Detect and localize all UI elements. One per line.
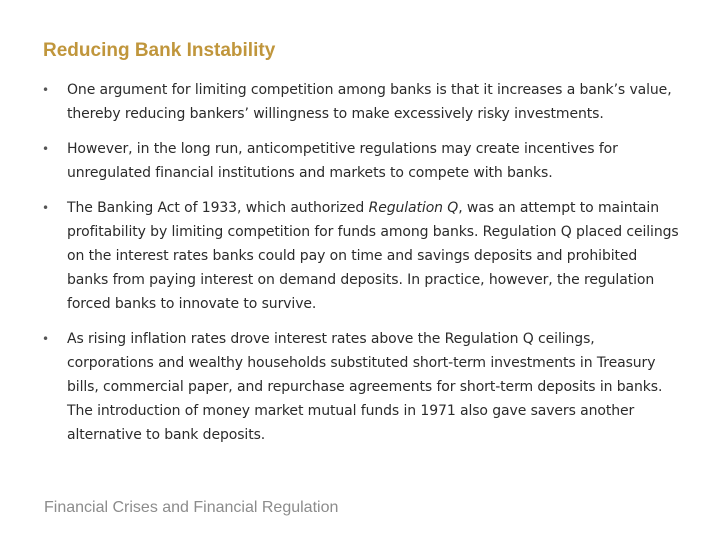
bullet-segment: As rising inflation rates drove interest rates above the Regulation Q ceilings, corporations and wealthy households substituted short-term investments in Treasury bills, commercial paper, and repurchase agreements for short-term deposits in banks. The introduction of money market mutual funds in 1971 also gave savers another alternative to bank deposits. <box>67 331 663 443</box>
bullet-segment: However, in the long run, anticompetitive regulations may create incentives for unregulated financial institutions and markets to compete with banks. <box>67 141 618 181</box>
bullet-item <box>42 78 682 126</box>
bullet-item <box>42 327 682 447</box>
slide-footer: Financial Crises and Financial Regulation <box>44 499 339 516</box>
bullet-text <box>67 78 682 126</box>
bullet-icon: • <box>42 201 49 215</box>
bullet-segment: The Banking Act of 1933, which authorized <box>67 200 369 216</box>
bullet-list <box>42 78 682 447</box>
bullet-icon: • <box>42 83 49 97</box>
slide-title: Reducing Bank Instability <box>43 40 276 61</box>
bullet-segment-italic: Regulation Q <box>368 200 459 216</box>
bullet-text <box>67 196 682 316</box>
bullet-text <box>67 327 682 447</box>
bullet-segment: , was an attempt to maintain profitability by limiting competition for funds among banks. Regulation Q placed ceilings on the interest rates banks could pay on time and savings deposits and prohibited banks from paying interest on demand deposits. In practice, however, the regulation forced banks to innovate to survive. <box>67 200 679 312</box>
bullet-text <box>67 137 682 185</box>
bullet-item <box>42 196 682 316</box>
bullet-icon: • <box>42 332 49 346</box>
bullet-icon: • <box>42 142 49 156</box>
bullet-item <box>42 137 682 185</box>
bullet-segment: One argument for limiting competition among banks is that it increases a bank’s value, thereby reducing bankers’ willingness to make excessively risky investments. <box>67 82 672 122</box>
